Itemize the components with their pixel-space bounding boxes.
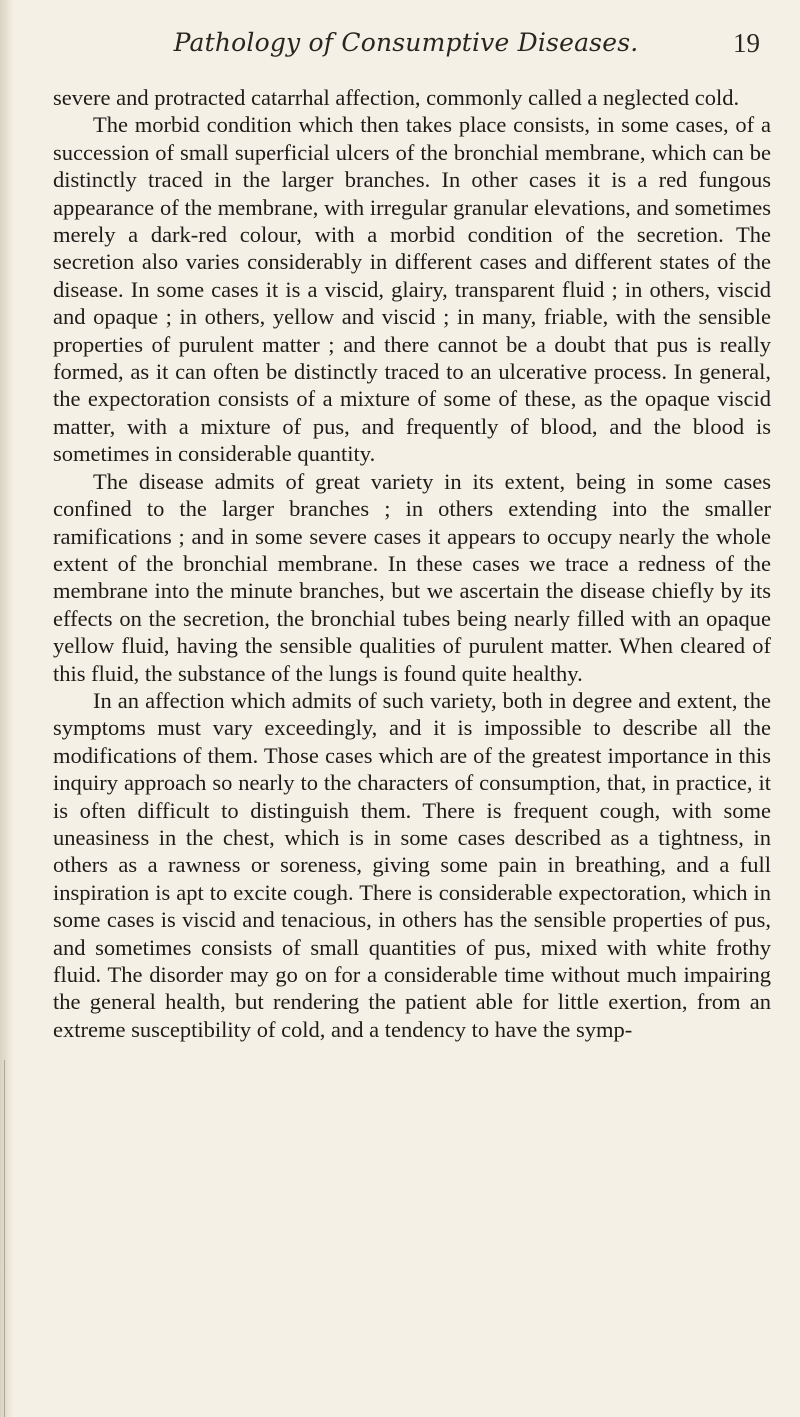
page-header [52, 28, 760, 68]
paragraph-1: severe and protracted catarrhal affection, commonly called a neglected cold. [53, 85, 740, 110]
page-number: 19 [733, 28, 760, 58]
body-text [53, 84, 771, 1043]
spine-line [4, 1060, 5, 1417]
paragraph-2: The morbid condition which then takes place consists, in some cases, of a succession of small superficial ulcers of the bronchial membrane, which can be distinctly traced in the larger branches. In other cases it is a red fungous appearance of the membrane, with irregular granular elevations, and sometimes merely a dark-red colour, with a morbid condition of the secretion. The secretion also varies considerably in different cases and different states of the disease. In some cases it is a viscid, glairy, transparent fluid ; in others, viscid and opaque ; in others, yellow and viscid ; in many, friable, with the sensible properties of purulent matter ; and there cannot be a doubt that pus is really formed, as it can often be distinctly traced to an ulcerative process. In general, the expectoration consists of a mixture of some of these, as the opaque viscid matter, with a mixture of pus, and frequently of blood, and the blood is sometimes in considerable quantity. [53, 112, 771, 467]
paragraph-4: In an affection which admits of such variety, both in degree and extent, the symptoms must vary exceedingly, and it is impossible to describe all the modifications of them. Those cases which are of the greatest importance in this inquiry approach so nearly to the characters of consumption, that, in practice, it is often difficult to distinguish them. There is frequent cough, with some uneasiness in the chest, which is in some cases described as a tightness, in others as a rawness or soreness, giving some pain in breathing, and a full inspiration is apt to excite cough. There is considerable expectoration, which in some cases is viscid and tenacious, in others has the sensible properties of pus, and sometimes consists of small quantities of pus, mixed with white frothy fluid. The disorder may go on for a considerable time without much impairing the general health, but rendering the patient able for little exertion, from an extreme susceptibility of cold, and a tendency to have the symp- [53, 687, 771, 1042]
gutter-shadow [0, 0, 14, 1417]
paragraph-3: The disease admits of great variety in its extent, being in some cases confined to the larger branches ; in others extending into the smaller ramifications ; and in some severe cases it appears to occupy nearly the whole extent of the bronchial membrane. In these cases we trace a redness of the membrane into the minute branches, but we ascertain the disease chiefly by its effects on the secretion, the bronchial tubes being nearly filled with an opaque yellow fluid, having the sensible qualities of purulent matter. When cleared of this fluid, the substance of the lungs is found quite healthy. [53, 468, 771, 686]
running-title: Pathology of Consumptive Diseases. [173, 28, 639, 57]
